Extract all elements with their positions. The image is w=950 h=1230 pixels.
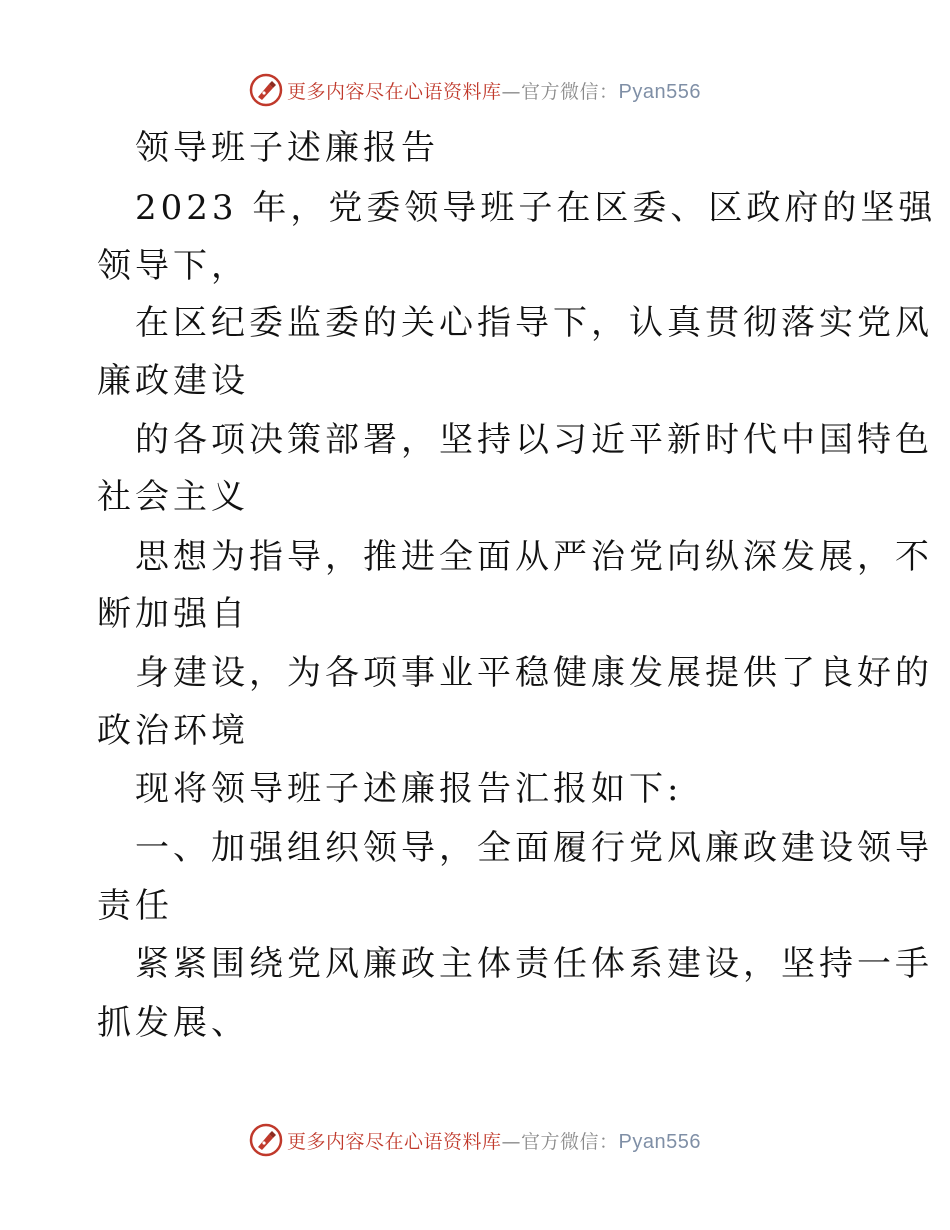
paragraph-line: 领导下， <box>97 246 249 286</box>
section-heading: 一、加强组织领导，全面履行党风廉政建设领导 <box>135 828 933 868</box>
paragraph-line: 廉政建设 <box>97 361 249 401</box>
banner-dash: — <box>501 1130 522 1153</box>
paragraph-line: 现将领导班子述廉报告汇报如下: <box>135 769 683 809</box>
paragraph-line: 的各项决策部署，坚持以习近平新时代中国特色 <box>135 420 933 460</box>
paragraph-line: 2023 年，党委领导班子在区委、区政府的坚强 <box>135 188 937 228</box>
banner-main-text: 更多内容尽在心语资料库 <box>287 80 502 103</box>
header-banner <box>0 70 950 110</box>
paragraph-line: 紧紧围绕党风廉政主体责任体系建设，坚持一手 <box>135 944 933 984</box>
paragraph-line: 断加强自 <box>97 594 249 634</box>
banner-dash: — <box>501 80 522 103</box>
banner-wechat-id: Pyan556 <box>618 1130 701 1153</box>
paragraph-line: 抓发展、 <box>97 1003 249 1043</box>
pen-nib-logo-icon <box>249 73 283 107</box>
banner-text <box>287 77 701 104</box>
banner-main-text: 更多内容尽在心语资料库 <box>287 1130 502 1153</box>
document-title: 领导班子述廉报告 <box>135 128 439 168</box>
paragraph-line: 政治环境 <box>97 711 249 751</box>
paragraph-line: 思想为指导，推进全面从严治党向纵深发展，不 <box>135 537 933 577</box>
footer-banner <box>0 1120 950 1160</box>
pen-nib-logo-icon <box>249 1123 283 1157</box>
paragraph-line: 社会主义 <box>97 477 249 517</box>
paragraph-line: 在区纪委监委的关心指导下，认真贯彻落实党风 <box>135 303 933 343</box>
banner-text <box>287 1127 701 1154</box>
banner-label: 官方微信： <box>521 80 619 103</box>
banner-label: 官方微信： <box>521 1130 619 1153</box>
section-heading-continued: 责任 <box>97 886 173 926</box>
paragraph-line: 身建设，为各项事业平稳健康发展提供了良好的 <box>135 653 933 693</box>
banner-wechat-id: Pyan556 <box>618 80 701 103</box>
